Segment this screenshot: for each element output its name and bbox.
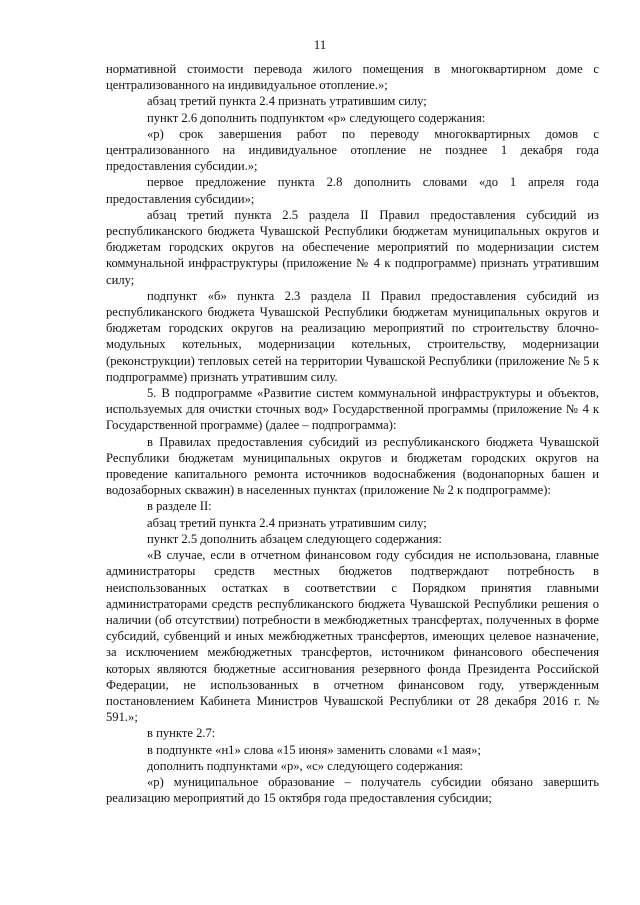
paragraph: абзац третий пункта 2.4 признать утратившим силу; bbox=[147, 94, 427, 109]
paragraph: в пункте 2.7: bbox=[147, 726, 216, 741]
paragraph: пункт 2.5 дополнить абзацем следующего содержания: bbox=[147, 531, 442, 546]
paragraph: пункт 2.6 дополнить подпунктом «р» следующего содержания: bbox=[147, 110, 486, 125]
paragraph: в Правилах предоставления субсидий из республиканского бюджета Чувашской Республики бюджетам муниципальных округов и бюджетам городских округов на проведение капитального ремонта источников водоснабжения (водонапорных башен и водозаборных скважин) в населенных пунктах (приложение № 2 к подпрограмме): bbox=[106, 434, 599, 498]
paragraph: 5. В подпрограмме «Развитие систем коммунальной инфраструктуры и объектов, используемых для очистки сточных вод» Государственной программы (приложение № 4 к Государственной программе) (далее – подпрограмма): bbox=[106, 386, 599, 433]
paragraph: подпункт «б» пункта 2.3 раздела II Правил предоставления субсидий из республиканского бюджета Чувашской Республики бюджетам муниципальных округов и бюджетам городских округов на реализацию мероприятий по строительству блочно-модульных котельных, модернизации котельных, строительству, модернизации (реконструкции) тепловых сетей на территории Чувашской Республики (приложение № 5 к подпрограмме) признать утратившим силу. bbox=[106, 288, 599, 384]
paragraph: в подпункте «н1» слова «15 июня» заменить словами «1 мая»; bbox=[147, 742, 481, 757]
paragraph: нормативной стоимости перевода жилого помещения в многоквартирном доме с централизованного на индивидуальное отопление.»; bbox=[106, 62, 599, 93]
paragraph: «р) срок завершения работ по переводу многоквартирных домов с централизованного на индивидуальное отопление не позднее 1 декабря года предоставления субсидии.»; bbox=[106, 126, 599, 174]
paragraph: в разделе II: bbox=[147, 499, 212, 514]
paragraph: дополнить подпунктами «р», «с» следующего содержания: bbox=[147, 758, 464, 773]
page-number: 11 bbox=[313, 37, 327, 52]
document-body bbox=[106, 61, 599, 806]
paragraph: первое предложение пункта 2.8 дополнить словами «до 1 апреля года предоставления субсидии»; bbox=[106, 175, 599, 206]
paragraph: «р) муниципальное образование – получатель субсидии обязано завершить реализацию мероприятий до 15 октября года предоставления субсидии; bbox=[106, 774, 599, 806]
paragraph: абзац третий пункта 2.5 раздела II Правил предоставления субсидий из республиканского бюджета Чувашской Республики бюджетам муниципальных округов и бюджетам городских округов на обеспечение мероприятий по модернизации систем коммунальной инфраструктуры (приложение № 4 к подпрограмме) признать утратившим силу; bbox=[106, 207, 599, 287]
paragraph: абзац третий пункта 2.4 признать утратившим силу; bbox=[147, 515, 427, 530]
paragraph: «В случае, если в отчетном финансовом году субсидия не использована, главные администраторы средств местных бюджетов подтверждают потребность в неиспользованных остатках в соответствии с Порядком принятия главными администраторами средств республиканского бюджета Чувашской Республики решения о наличии (об отсутствии) потребности в межбюджетных трансфертах, полученных в форме субсидий, субвенций и иных межбюджетных трансфертов, имеющих целевое назначение, за исключением межбюджетных трансфертов, источником финансового обеспечения которых являются бюджетные ассигнования резервного фонда Президента Российской Федерации, не использованных в отчетном финансовом году, утвержденным постановлением Кабинета Министров Чувашской Республики от 28 декабря 2016 г. № 591.»; bbox=[106, 548, 599, 725]
